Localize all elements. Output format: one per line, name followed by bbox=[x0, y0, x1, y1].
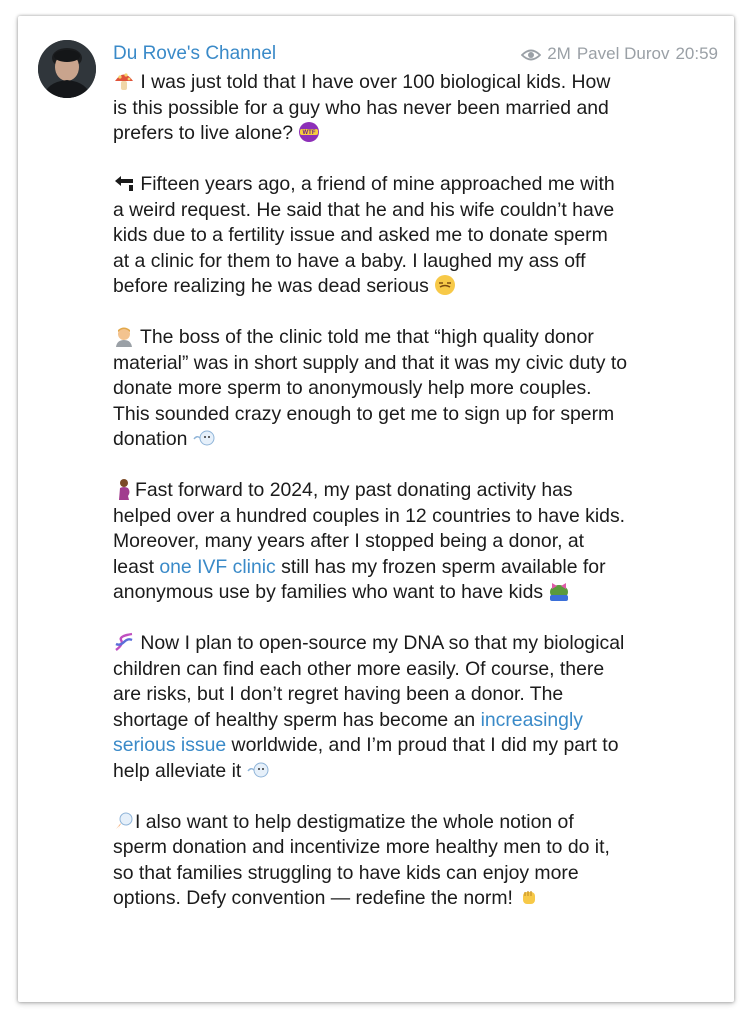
sperm-rocket-emoji bbox=[113, 810, 135, 832]
dna-emoji bbox=[113, 631, 135, 653]
channel-post-card bbox=[18, 16, 734, 1002]
ivf-clinic-link[interactable]: one IVF clinic bbox=[159, 555, 276, 578]
pregnant-woman-emoji bbox=[113, 478, 135, 500]
man-emoji bbox=[113, 325, 135, 347]
post-meta bbox=[521, 44, 718, 64]
views-count: 2M bbox=[547, 44, 571, 63]
paragraph-4-text: Fast forward to 2024, my past donating activity has helped over a hundred couples in 12 countries to have kids. Moreover, many years after I stopped being a donor, at least bbox=[113, 479, 626, 578]
sperm-emoji bbox=[247, 759, 269, 781]
paragraph-2 bbox=[113, 172, 628, 300]
paragraph-4 bbox=[113, 478, 628, 606]
paragraph-2-text: Fifteen years ago, a friend of mine approached me with a weird request. He said that he and his wife couldn’t have kids due to a fertility issue and asked me to donate sperm at a clinic for them to have a baby. I laughed my ass off before realizing he was dead serious bbox=[113, 173, 615, 297]
raised-fist-emoji bbox=[518, 886, 540, 908]
post-time: 20:59 bbox=[675, 44, 718, 63]
paragraph-4-text-end: still has my frozen sperm available for anonymous use by families who want to have kids bbox=[113, 555, 606, 603]
sperm-emoji bbox=[193, 427, 215, 449]
mushroom-emoji bbox=[113, 70, 135, 92]
paragraph-1-text: I was just told that I have over 100 biological kids. How is this possible for a guy who has never been married and prefers to live alone? bbox=[113, 71, 611, 144]
svg-text:WTF: WTF bbox=[302, 130, 316, 136]
back-arrow-emoji bbox=[113, 172, 135, 194]
paragraph-1 bbox=[113, 70, 628, 147]
paragraph-6 bbox=[113, 810, 628, 912]
wtf-emoji bbox=[298, 121, 320, 143]
pepe-bow-emoji bbox=[548, 580, 570, 602]
post-body bbox=[113, 70, 628, 912]
paragraph-6-text: I also want to help destigmatize the whole notion of sperm donation and incentivize more healthy men to do it, so that families struggling to have kids can enjoy more options. Defy convention — redefine the norm! bbox=[113, 810, 610, 909]
avatar[interactable] bbox=[38, 40, 96, 98]
serious-issue-link[interactable]: increasingly serious issue bbox=[113, 708, 583, 756]
unamused-face-emoji bbox=[434, 274, 456, 296]
paragraph-5-text: Now I plan to open-source my DNA so that my biological children can find each other more easily. Of course, there are risks, but I don’t regret having been a donor. The shortage of healthy sperm has become an bbox=[113, 632, 625, 731]
post-header bbox=[113, 43, 718, 69]
paragraph-5-text-end: worldwide, and I’m proud that I did my part to help alleviate it bbox=[113, 734, 619, 782]
author-name: Pavel Durov bbox=[576, 44, 670, 63]
paragraph-3-text: The boss of the clinic told me that “high quality donor material” was in short supply and that it was my civic duty to donate more sperm to anonymously help more couples. This sounded crazy enough to get me to sign up for sperm donation bbox=[113, 326, 628, 450]
channel-name[interactable]: Du Rove's Channel bbox=[113, 43, 277, 64]
paragraph-3 bbox=[113, 325, 628, 453]
paragraph-5 bbox=[113, 631, 628, 784]
eye-icon bbox=[521, 47, 541, 61]
